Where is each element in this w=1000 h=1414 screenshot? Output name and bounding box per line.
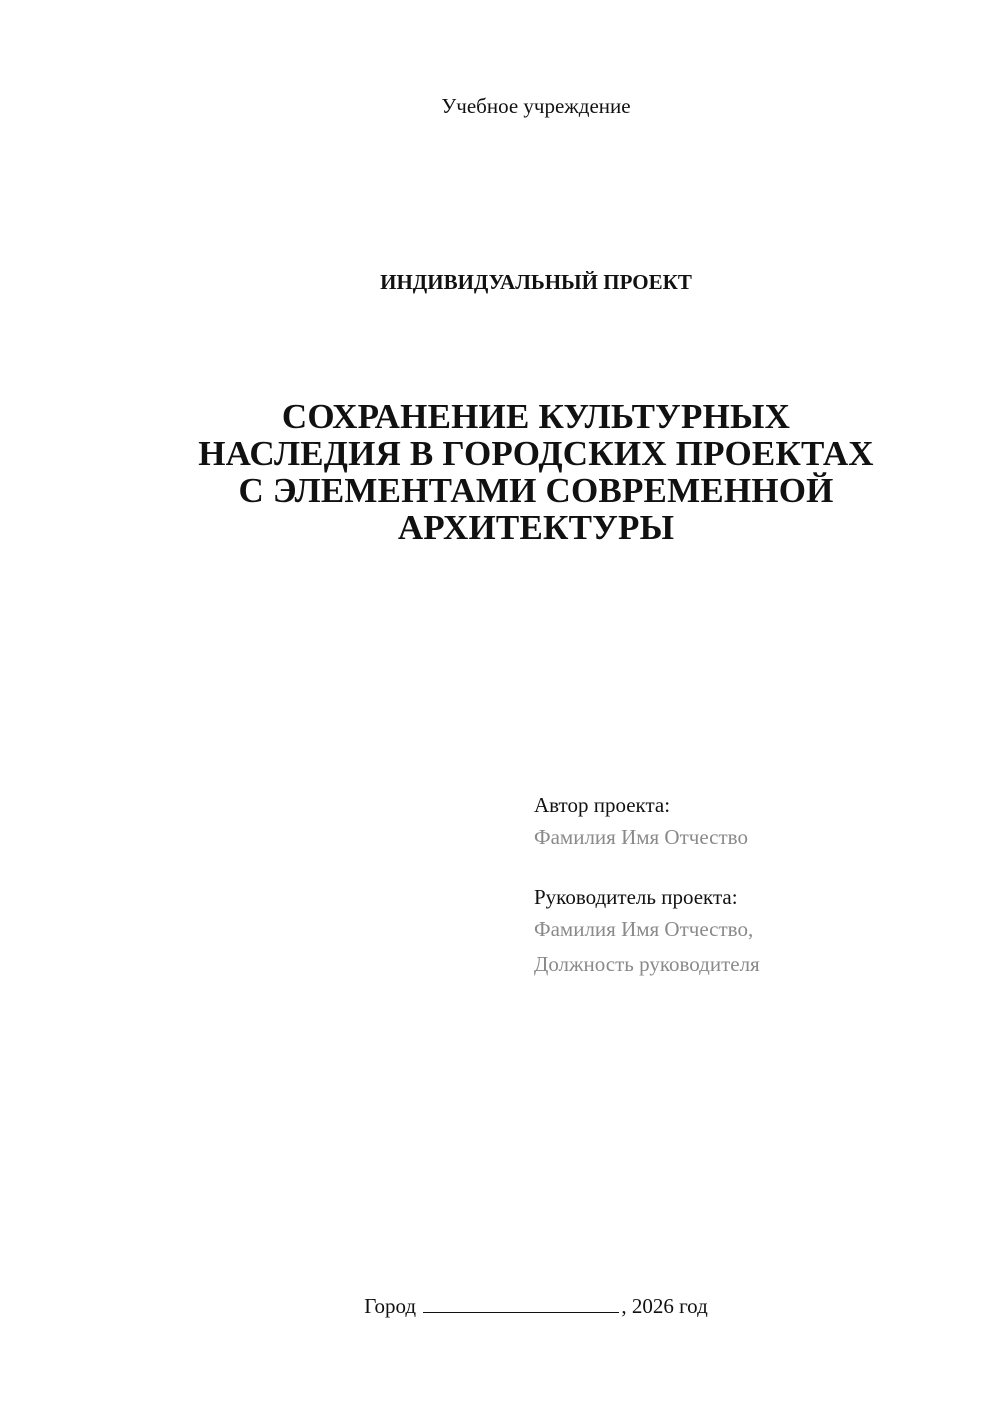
city-label: Город bbox=[364, 1294, 417, 1318]
project-title bbox=[120, 398, 952, 546]
project-title-line: АРХИТЕКТУРЫ bbox=[397, 508, 675, 547]
project-type-heading: ИНДИВИДУАЛЬНЫЙ ПРОЕКТ bbox=[380, 270, 692, 294]
credits-spacer bbox=[534, 855, 974, 882]
footer-city-year bbox=[0, 1290, 1000, 1321]
supervisor-label: Руководитель проекта: bbox=[534, 885, 738, 909]
year-text: , 2026 год bbox=[621, 1294, 708, 1318]
supervisor-position: Должность руководителя bbox=[534, 952, 760, 976]
author-name: Фамилия Имя Отчество bbox=[534, 825, 748, 849]
author-label: Автор проекта: bbox=[534, 793, 671, 817]
project-title-line: СОХРАНЕНИЕ КУЛЬТУРНЫХ bbox=[281, 397, 791, 436]
institution-name: Учебное учреждение bbox=[441, 94, 631, 118]
city-blank-line bbox=[423, 1290, 619, 1313]
project-title-line: НАСЛЕДИЯ В ГОРОДСКИХ ПРОЕКТАХ bbox=[198, 434, 874, 473]
supervisor-name: Фамилия Имя Отчество, bbox=[534, 917, 754, 941]
project-title-line: С ЭЛЕМЕНТАМИ СОВРЕМЕННОЙ bbox=[238, 471, 834, 510]
credits-block bbox=[534, 790, 974, 982]
